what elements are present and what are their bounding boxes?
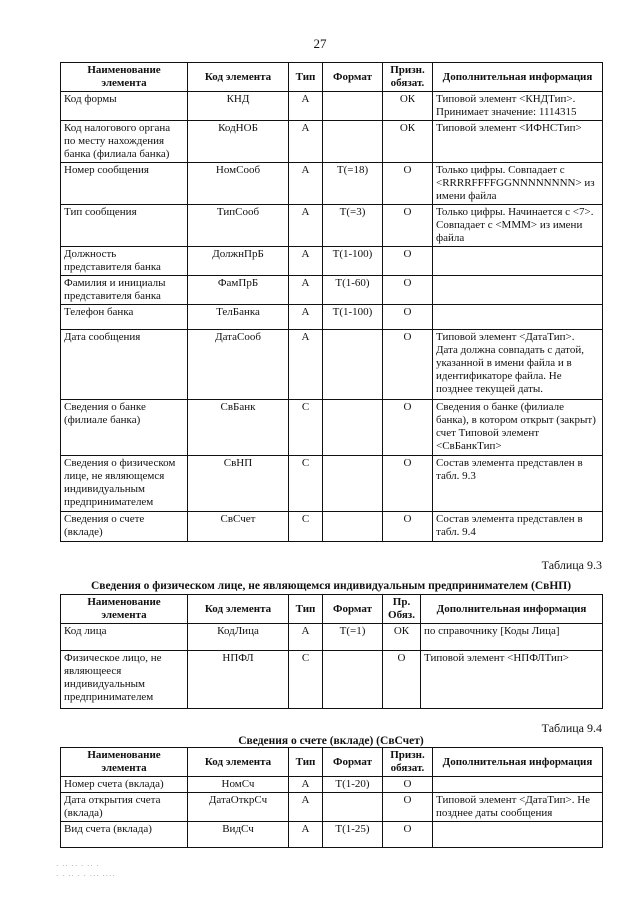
cell-format [323, 121, 383, 163]
cell-type: А [289, 276, 323, 305]
col-header-name: Наименование элемента [61, 63, 188, 92]
scan-artifact: · ·· ·· · ·· · [56, 862, 100, 870]
cell-info [433, 276, 603, 305]
table-header-row [61, 63, 603, 92]
cell-required: ОК [383, 92, 433, 121]
cell-type: А [289, 793, 323, 822]
cell-code: ТелБанка [188, 305, 289, 330]
cell-required: О [383, 777, 433, 793]
cell-name: Вид счета (вклада) [61, 822, 188, 848]
cell-type: А [289, 305, 323, 330]
col-header-name: Наименование элемента [61, 748, 188, 777]
elements-table-svschet [60, 747, 603, 848]
cell-code: СвНП [188, 456, 289, 512]
table-row [61, 793, 603, 822]
cell-name: Физическое лицо, не являющееся индивидуальным предпринимателем [61, 651, 188, 709]
elements-table-main [60, 62, 603, 542]
cell-type: А [289, 330, 323, 400]
cell-info: Только цифры. Начинается с <7>. Совпадает с <МММ> из имени файла [433, 205, 603, 247]
table-row [61, 651, 603, 709]
col-header-required: Пр. Обяз. [383, 595, 421, 624]
cell-code: ДатаСооб [188, 330, 289, 400]
cell-format: Т(1-100) [323, 305, 383, 330]
cell-name: Дата сообщения [61, 330, 188, 400]
cell-type: А [289, 121, 323, 163]
col-header-code: Код элемента [188, 63, 289, 92]
col-header-required: Призн. обязат. [383, 63, 433, 92]
cell-info: Типовой элемент <ИФНСТип> [433, 121, 603, 163]
cell-name: Телефон банка [61, 305, 188, 330]
cell-code: КНД [188, 92, 289, 121]
cell-name: Должность представителя банка [61, 247, 188, 276]
cell-info: Типовой элемент <КНДТип>. Принимает значение: 1114315 [433, 92, 603, 121]
page-number: 27 [313, 36, 327, 51]
table-header-row [61, 595, 603, 624]
cell-format: Т(1-60) [323, 276, 383, 305]
table-row [61, 512, 603, 542]
cell-format [323, 651, 383, 709]
cell-code: ДатаОткрСч [188, 793, 289, 822]
col-header-type: Тип [289, 748, 323, 777]
table-row [61, 163, 603, 205]
cell-info [433, 305, 603, 330]
cell-name: Код налогового органа по месту нахождения банка (филиала банка) [61, 121, 188, 163]
cell-name: Номер счета (вклада) [61, 777, 188, 793]
cell-name: Сведения о счете (вкладе) [61, 512, 188, 542]
cell-format [323, 400, 383, 456]
cell-type: С [289, 512, 323, 542]
cell-format [323, 512, 383, 542]
cell-type: С [289, 400, 323, 456]
table-label-9-4: Таблица 9.4 [541, 721, 602, 735]
cell-code: СвСчет [188, 512, 289, 542]
cell-code: ФамПрБ [188, 276, 289, 305]
cell-required: О [383, 793, 433, 822]
cell-type: С [289, 651, 323, 709]
cell-name: Сведения о банке (филиале банка) [61, 400, 188, 456]
cell-required: О [383, 163, 433, 205]
table-caption-9-4: Сведения о счете (вкладе) (СвСчет) [238, 735, 424, 747]
cell-format [323, 456, 383, 512]
scan-artifact: · · ·· · · ··· ···· [56, 872, 116, 880]
cell-code: ДолжнПрБ [188, 247, 289, 276]
cell-info [433, 247, 603, 276]
cell-required: О [383, 247, 433, 276]
cell-name: Тип сообщения [61, 205, 188, 247]
cell-format: Т(=3) [323, 205, 383, 247]
cell-format: Т(=1) [323, 624, 383, 651]
col-header-name: Наименование элемента [61, 595, 188, 624]
col-header-code: Код элемента [188, 748, 289, 777]
cell-name: Код лица [61, 624, 188, 651]
table-row [61, 92, 603, 121]
cell-type: А [289, 777, 323, 793]
cell-type: А [289, 822, 323, 848]
cell-info: Состав элемента представлен в табл. 9.4 [433, 512, 603, 542]
table-row [61, 456, 603, 512]
table-row [61, 276, 603, 305]
cell-type: А [289, 624, 323, 651]
cell-required: О [383, 305, 433, 330]
cell-name: Номер сообщения [61, 163, 188, 205]
cell-type: А [289, 247, 323, 276]
col-header-required: Призн. обязат. [383, 748, 433, 777]
table-row [61, 330, 603, 400]
cell-type: А [289, 205, 323, 247]
col-header-code: Код элемента [188, 595, 289, 624]
cell-required: О [383, 330, 433, 400]
table-caption-9-3: Сведения о физическом лице, не являющемся индивидуальным предпринимателем (СвНП) [90, 580, 572, 592]
cell-type: С [289, 456, 323, 512]
elements-table-svnp [60, 594, 603, 709]
col-header-info: Дополнительная информация [421, 595, 603, 624]
cell-info: Только цифры. Совпадает с <RRRRFFFFGGNNNNNNNN> из имени файла [433, 163, 603, 205]
cell-format [323, 793, 383, 822]
cell-type: А [289, 163, 323, 205]
cell-code: КодЛица [188, 624, 289, 651]
cell-code: ВидСч [188, 822, 289, 848]
cell-name: Фамилия и инициалы представителя банка [61, 276, 188, 305]
table-row [61, 777, 603, 793]
cell-info: по справочнику [Коды Лица] [421, 624, 603, 651]
cell-required: О [383, 205, 433, 247]
cell-code: ТипСооб [188, 205, 289, 247]
cell-code: СвБанк [188, 400, 289, 456]
cell-info [433, 777, 603, 793]
table-row [61, 400, 603, 456]
cell-format: Т(=18) [323, 163, 383, 205]
cell-name: Дата открытия счета (вклада) [61, 793, 188, 822]
cell-format [323, 330, 383, 400]
cell-name: Сведения о физическом лице, не являющемся индивидуальным предпринимателем [61, 456, 188, 512]
cell-info: Типовой элемент <НПФЛТип> [421, 651, 603, 709]
table-header-row [61, 748, 603, 777]
cell-code: НПФЛ [188, 651, 289, 709]
col-header-format: Формат [323, 595, 383, 624]
cell-code: НомСооб [188, 163, 289, 205]
cell-code: КодНОБ [188, 121, 289, 163]
table-label-9-3: Таблица 9.3 [541, 558, 602, 572]
cell-info [433, 822, 603, 848]
cell-required: О [383, 512, 433, 542]
cell-required: ОК [383, 624, 421, 651]
cell-code: НомСч [188, 777, 289, 793]
cell-format: Т(1-25) [323, 822, 383, 848]
table-row [61, 205, 603, 247]
col-header-format: Формат [323, 63, 383, 92]
table-row [61, 121, 603, 163]
col-header-type: Тип [289, 595, 323, 624]
cell-required: ОК [383, 121, 433, 163]
cell-format [323, 92, 383, 121]
table-row [61, 305, 603, 330]
cell-name: Код формы [61, 92, 188, 121]
cell-required: О [383, 456, 433, 512]
cell-info: Сведения о банке (филиале банка), в котором открыт (закрыт) счет Типовой элемент <СвБанкТип> [433, 400, 603, 456]
cell-info: Состав элемента представлен в табл. 9.3 [433, 456, 603, 512]
col-header-info: Дополнительная информация [433, 63, 603, 92]
cell-required: О [383, 276, 433, 305]
cell-required: О [383, 822, 433, 848]
cell-info: Типовой элемент <ДатаТип>. Дата должна совпадать с датой, указанной в имени файла и в идентификаторе файла. Не позднее текущей даты. [433, 330, 603, 400]
table-row [61, 247, 603, 276]
col-header-type: Тип [289, 63, 323, 92]
cell-required: О [383, 651, 421, 709]
col-header-info: Дополнительная информация [433, 748, 603, 777]
cell-format: Т(1-100) [323, 247, 383, 276]
cell-required: О [383, 400, 433, 456]
cell-type: А [289, 92, 323, 121]
col-header-format: Формат [323, 748, 383, 777]
table-row [61, 624, 603, 651]
cell-format: Т(1-20) [323, 777, 383, 793]
table-row [61, 822, 603, 848]
cell-info: Типовой элемент <ДатаТип>. Не позднее даты сообщения [433, 793, 603, 822]
